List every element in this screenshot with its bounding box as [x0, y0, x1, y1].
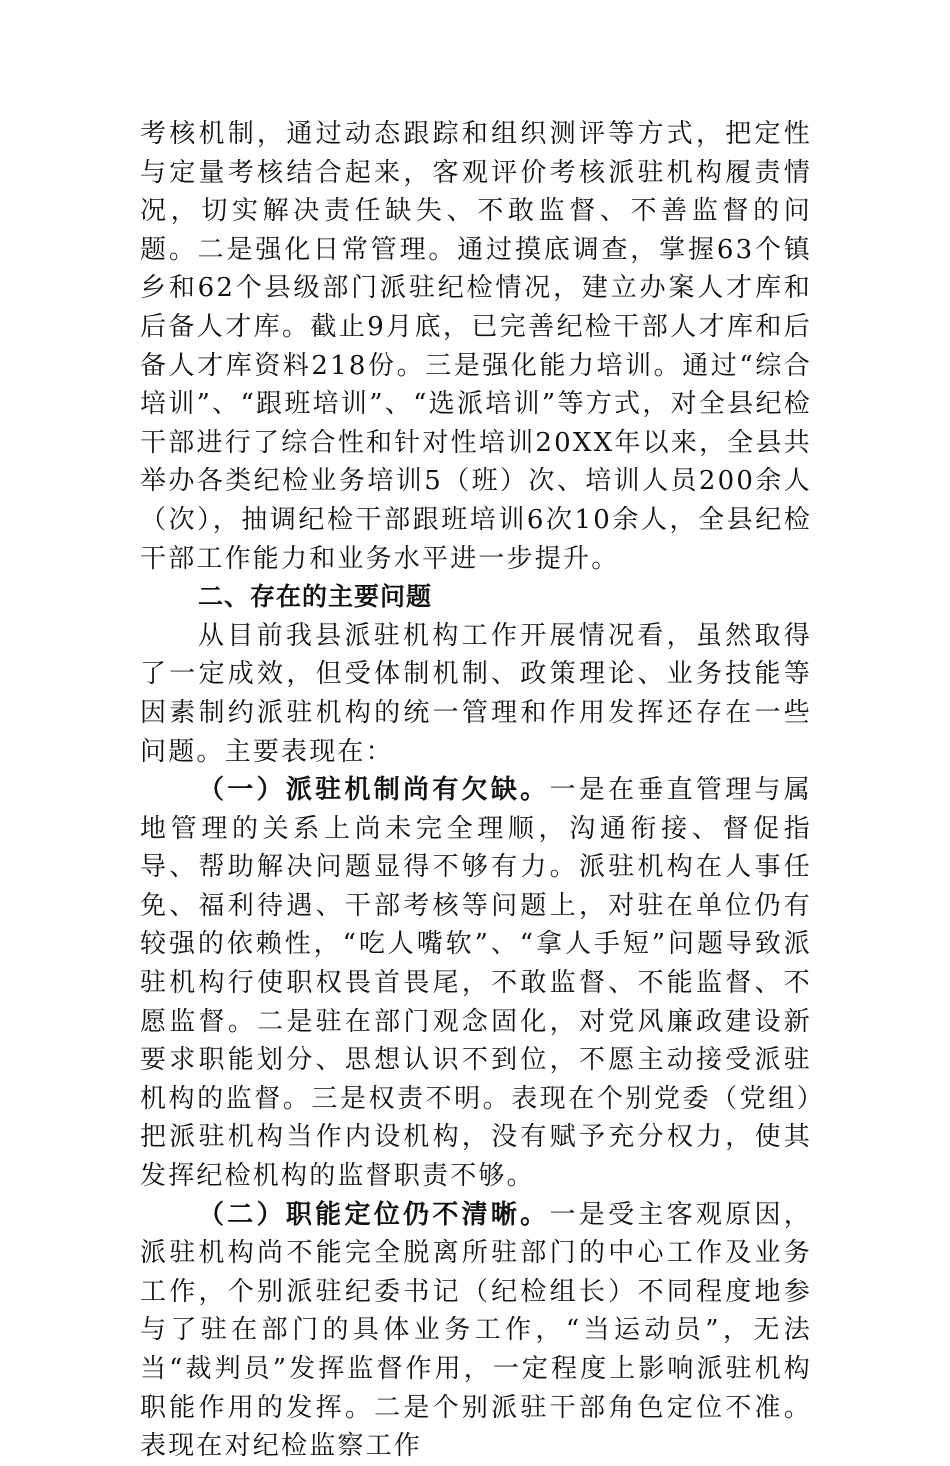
- document-body: [140, 115, 812, 1466]
- subheading-mechanism-deficiency: （一）派驻机制尚有欠缺。: [198, 775, 550, 806]
- paragraph-training-summary: 考核机制，通过动态跟踪和组织测评等方式，把定性与定量考核结合起来，客观评价考核派驻机构履责情况，切实解决责任缺失、不敢监督、不善监督的问题。二是强化日常管理。通过摸底调查，掌握63个镇乡和62个县级部门派驻纪检情况，建立办案人才库和后备人才库。截止9月底，已完善纪检干部人才库和后备人才库资料218份。三是强化能力培训。通过“综合培训”、“跟班培训”、“选派培训”等方式，对全县纪检干部进行了综合性和针对性培训20XX年以来，全县共举办各类纪检业务培训5（班）次、培训人员200余人（次），抽调纪检干部跟班培训6次10余人，全县纪检干部工作能力和业务水平进一步提升。: [140, 119, 812, 574]
- paragraph-function-positioning-text: 一是受主客观原因，派驻机构尚不能完全脱离所驻部门的中心工作及业务工作，个别派驻纪委书记（纪检组长）不同程度地参与了驻在部门的具体业务工作，“当运动员”，无法当“裁判员”发挥监督作用，一定程度上影响派驻机构职能作用的发挥。二是个别派驻干部角色定位不准。表现在对纪检监察工作: [140, 1199, 812, 1462]
- subheading-function-positioning: （二）职能定位仍不清晰。: [198, 1199, 550, 1230]
- paragraph-mechanism-deficiency-text: 一是在垂直管理与属地管理的关系上尚未完全理顺，沟通衔接、督促指导、帮助解决问题显得不够有力。派驻机构在人事任免、福利待遇、干部考核等问题上，对驻在单位仍有较强的依赖性，“吃人嘴软”、“拿人手短”问题导致派驻机构行使职权畏首畏尾，不敢监督、不能监督、不愿监督。二是驻在部门观念固化，对党风廉政建设新要求职能划分、思想认识不到位，不愿主动接受派驻机构的监督。三是权责不明。表现在个别党委（党组）把派驻机构当作内设机构，没有赋予充分权力，使其发挥纪检机构的监督职责不够。: [140, 775, 812, 1192]
- paragraph-problems-intro: 从目前我县派驻机构工作开展情况看，虽然取得了一定成效，但受体制机制、政策理论、业务技能等因素制约派驻机构的统一管理和作用发挥还存在一些问题。主要表现在：: [140, 620, 812, 767]
- section-heading-main-problems: 二、存在的主要问题: [198, 582, 433, 612]
- paragraph-mechanism-deficiency: [140, 771, 812, 1196]
- paragraph-function-positioning: [140, 1196, 812, 1466]
